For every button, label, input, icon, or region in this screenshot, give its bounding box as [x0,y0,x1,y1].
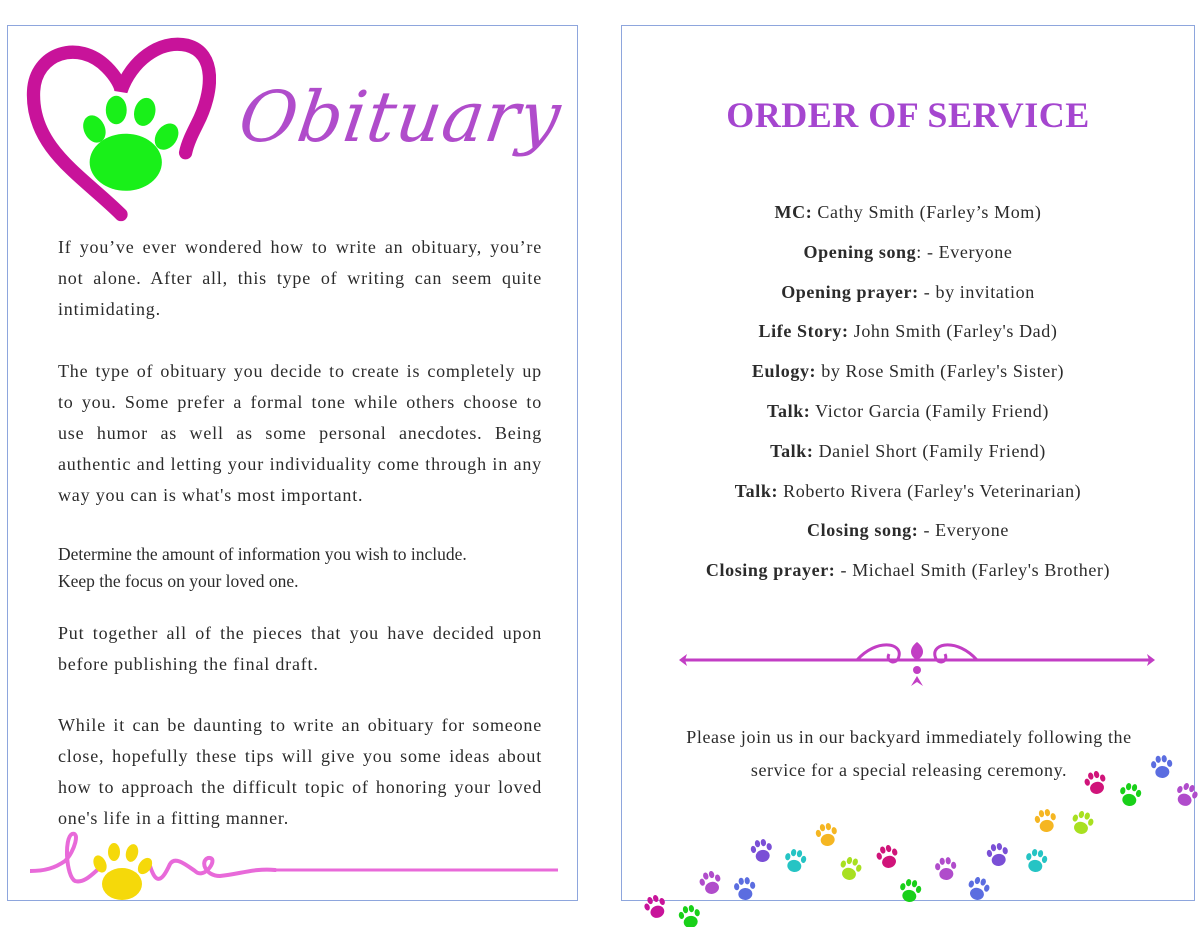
program-item [622,198,1194,238]
program-detail: : - Everyone [916,241,1013,262]
paragraph-focus: Keep the focus on your loved one. [58,571,299,591]
program-role: MC: [774,202,813,222]
program-item [622,556,1194,596]
program-detail: - by invitation [918,281,1035,302]
paw-icon [91,843,155,900]
service-title: ORDER OF SERVICE [726,95,1090,135]
program-item [622,516,1194,556]
program-role: Eulogy: [751,361,817,382]
program-role: Closing song: [807,520,919,541]
program-item [622,238,1194,278]
paw-icon [79,95,183,190]
closing-note [642,721,1176,787]
paragraph-draft: Put together all of the pieces that you have decided upon before publishing the final draft. [58,623,542,674]
program-role: Opening prayer: [781,281,919,302]
program-detail: Daniel Short (Family Friend) [813,440,1046,461]
program-role: Closing prayer: [705,560,836,581]
closing-line: Please join us in our backyard immediately following the [686,727,1132,747]
order-of-service-panel [621,25,1195,901]
program-detail: Victor Garcia (Family Friend) [810,400,1049,421]
program-item [622,437,1194,477]
program-item [622,477,1194,517]
program-role: Talk: [734,480,779,501]
program-item [622,397,1194,437]
paragraph-info: Determine the amount of information you wish to include. [58,544,467,564]
program-detail: John Smith (Farley's Dad) [848,321,1058,342]
program-detail: Roberto Rivera (Farley's Veterinarian) [778,480,1082,501]
paragraph-intro: If you’ve ever wondered how to write an obituary, you’re not alone. After all, this type of writing can seem quite intimidating. [58,237,542,319]
program-item [622,357,1194,397]
program-detail: by Rose Smith (Farley's Sister) [816,361,1065,382]
paragraph-tone: The type of obituary you decide to create is completely up to you. Some prefer a formal tone while others choose to use humor as well as some personal anecdotes. Being authentic and letting your individuality come through in any way you can is what's most important. [58,361,542,505]
program-role: Talk: [770,440,814,461]
program-detail: Cathy Smith (Farley’s Mom) [812,202,1042,222]
program-item [622,278,1194,318]
program-role: Life Story: [758,321,849,342]
program-role: Talk: [767,400,811,421]
paragraph-closing: While it can be daunting to write an obituary for someone close, hopefully these tips will give you some ideas about how to approach the difficult topic of honoring your loved one's life in a fitting manner. [58,715,542,828]
service-program [622,198,1194,596]
program-detail: - Everyone [918,520,1009,541]
ornamental-divider [677,638,1157,698]
closing-line: service for a special releasing ceremony. [750,760,1068,780]
obituary-panel [7,25,578,901]
program-item [622,317,1194,357]
obituary-title: Obituary [234,76,567,158]
program-detail: - Michael Smith (Farley's Brother) [835,560,1111,581]
paw-icon [677,904,702,927]
love-footer [30,826,560,906]
program-role: Opening song [803,241,917,262]
heart-paw-logo [26,34,216,224]
